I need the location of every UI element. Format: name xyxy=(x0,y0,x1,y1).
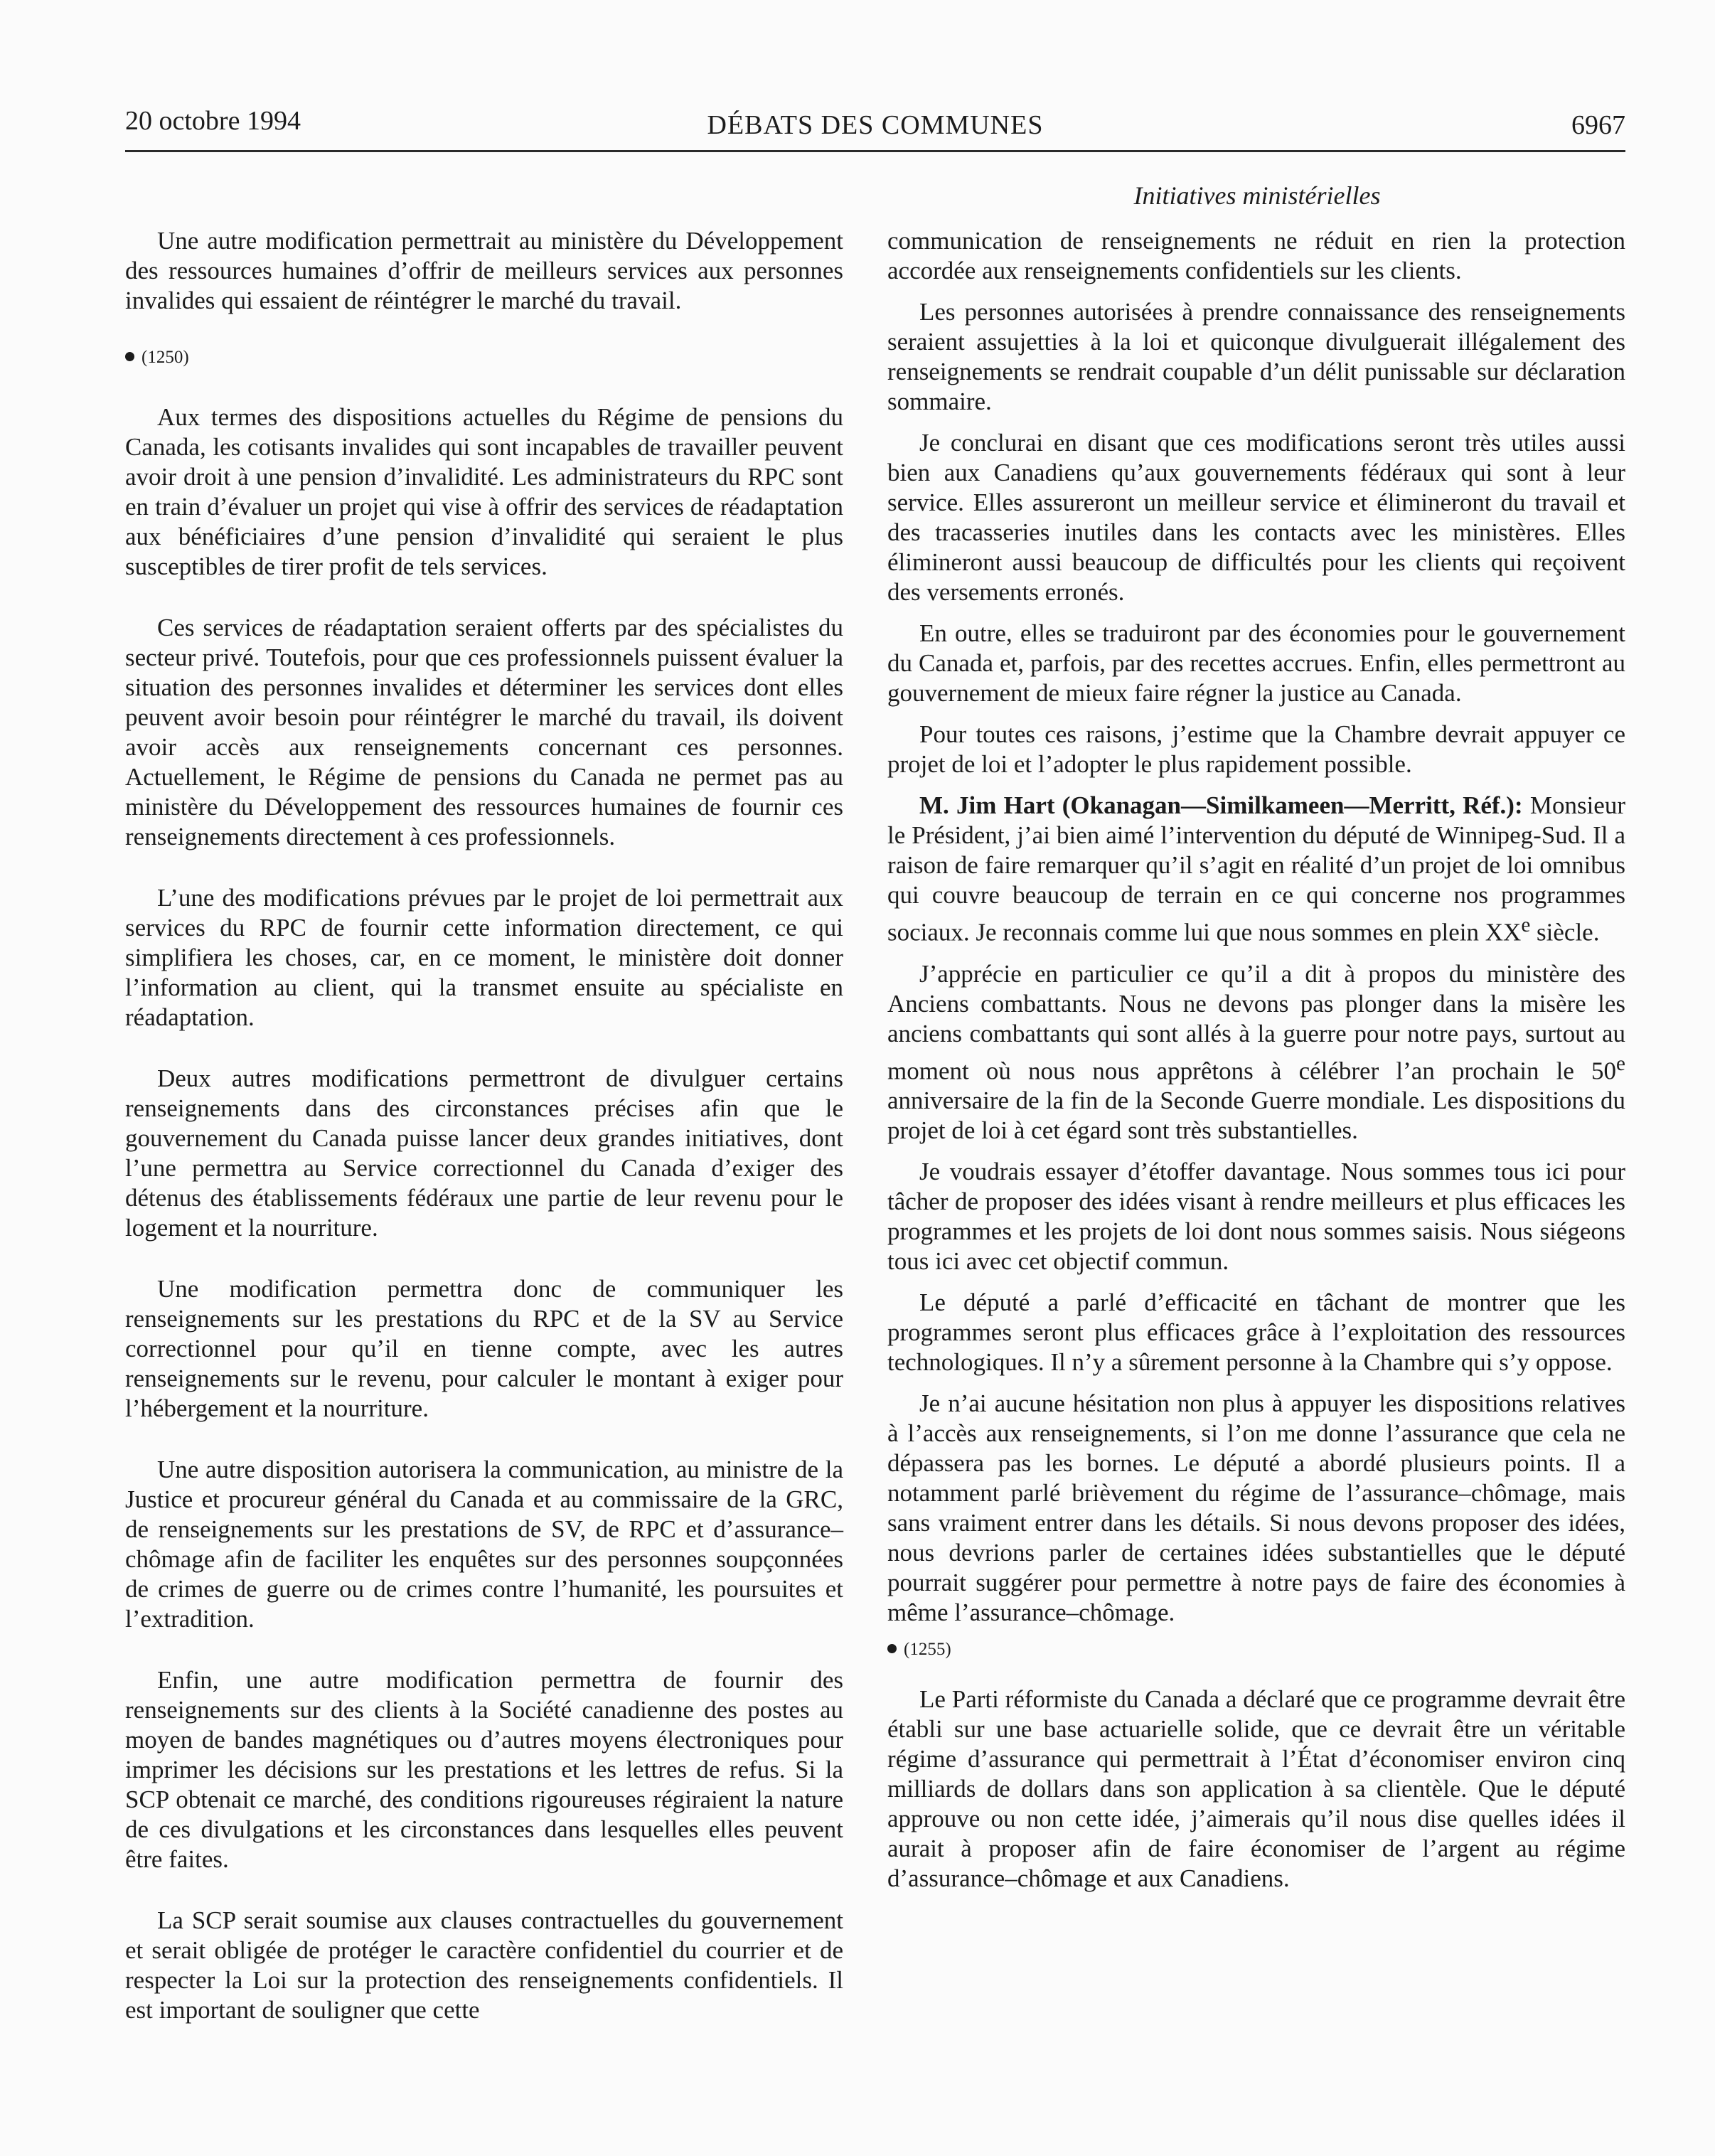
paragraph: Je conclurai en disant que ces modifications seront très utiles aussi bien aux Canadiens qu’aux gouvernements fédéraux qui sont à leur service. Elles assureront un meilleur service et élimineront du travail et des tracasseries inutiles dans les contacts avec les ministères. Elles élimineront aussi beaucoup de difficultés pour les clients qui reçoivent des versements erronés. xyxy=(887,429,1625,606)
speech-text: siècle. xyxy=(1530,918,1600,946)
right-column xyxy=(887,226,1625,1905)
paragraph: Je voudrais essayer d’étoffer davantage. Nous sommes tous ici pour tâcher de proposer des idées visant à rendre meilleurs et plus efficaces les programmes et les projets de loi dont nous sommes saisis. Nous siégeons tous ici avec cet objectif commun. xyxy=(887,1158,1625,1276)
paragraph: Le député a parlé d’efficacité en tâchant de montrer que les programmes seront plus efficaces grâce à l’exploitation des ressources technologiques. Il n’y a sûrement personne à la Chambre qui s’y oppose. xyxy=(887,1288,1625,1377)
paragraph: Enfin, une autre modification permettra de fournir des renseignements sur des clients à la Société canadienne des postes au moyen de bandes magnétiques ou d’autres moyens électroniques pour imprimer les décisions sur les prestations et les lettres de refus. Si la SCP obtenait ce marché, des conditions rigoureuses régiraient la nature de ces divulgations et les circonstances dans lesquelles elles peuvent être faites. xyxy=(125,1666,843,1873)
time-marker-label: (1250) xyxy=(141,348,189,367)
header-date: 20 octobre 1994 xyxy=(125,106,301,136)
paragraph: En outre, elles se traduiront par des économies pour le gouvernement du Canada et, parfois, par des recettes accrues. Enfin, elles permettront au gouvernement de mieux faire régner la justice au Canada. xyxy=(887,619,1625,707)
paragraph: Une autre modification permettrait au ministère du Développement des ressources humaines d’offrir de meilleurs services aux personnes invalides qui essaient de réintégrer le marché du travail. xyxy=(125,227,843,314)
paragraph: L’une des modifications prévues par le projet de loi permettrait aux services du RPC de fournir cette information directement, ce qui simplifiera les choses, car, en ce moment, le ministère doit donner l’information au client, qui la transmet ensuite au spécialiste en réadaptation. xyxy=(125,884,843,1031)
left-column xyxy=(125,226,843,2056)
bullet-icon xyxy=(887,1644,897,1653)
paragraph: La SCP serait soumise aux clauses contractuelles du gouvernement et serait obligée de protéger le caractère confidentiel du courrier et de respecter la Loi sur la protection des renseignements confidentiels. Il est important de souligner que cette xyxy=(125,1906,843,2024)
paragraph: Je n’ai aucune hésitation non plus à appuyer les dispositions relatives à l’accès aux renseignements, si l’on me donne l’assurance que cela ne dépassera pas les bornes. Le député a abordé plusieurs points. Il a notamment parlé brièvement du régime de l’assurance–chômage, mais sans vraiment entrer dans les détails. Si nous devons proposer des idées, nous devrions parler de certaines idées substantielles que le député pourrait suggérer pour permettre à notre pays de faire des économies à même l’assurance–chômage. xyxy=(887,1389,1625,1627)
speech-paragraph xyxy=(887,791,1625,948)
paragraph: Une modification permettra donc de communiquer les renseignements sur les prestations du RPC et de la SV au Service correctionnel pour qu’il en tienne compte, avec les autres renseignements sur le revenu, pour calculer le montant à exiger pour l’hébergement et la nourriture. xyxy=(125,1275,843,1422)
superscript: e xyxy=(1521,914,1531,936)
paragraph: Pour toutes ces raisons, j’estime que la Chambre devrait appuyer ce projet de loi et l’adopter le plus rapidement possible. xyxy=(887,720,1625,778)
time-marker xyxy=(887,1639,1625,1660)
header-page-number: 6967 xyxy=(1571,110,1625,140)
paragraph: Les personnes autorisées à prendre connaissance des renseignements seraient assujetties à la loi et quiconque divulguerait illégalement des renseignements se rendrait coupable d’un délit punissable sur déclaration sommaire. xyxy=(887,298,1625,415)
paragraph: Le Parti réformiste du Canada a déclaré que ce programme devrait être établi sur une base actuarielle solide, que ce devrait être un véritable régime d’assurance qui permettrait à l’État d’économiser environ cinq milliards de dollars dans son application à sa clientèle. Que le député approuve ou non cette idée, j’aimerais qu’il nous dise quelles idées il aurait à proposer afin de faire économiser de l’argent au régime d’assurance–chômage et aux Canadiens. xyxy=(887,1685,1625,1893)
paragraph xyxy=(887,959,1625,1146)
paragraph: Aux termes des dispositions actuelles du Régime de pensions du Canada, les cotisants invalides qui sont incapables de travailler peuvent avoir droit à une pension d’invalidité. Les administrateurs du RPC sont en train d’évaluer un projet qui vise à offrir des services de réadaptation aux bénéficiaires d’une pension d’invalidité qui seraient le plus susceptibles de tirer profit de tels services. xyxy=(125,403,843,580)
header-rule xyxy=(125,150,1625,152)
paragraph-text: J’apprécie en particulier ce qu’il a dit à propos du ministère des Anciens combattants. Nous ne devons pas plonger dans la misère les anciens combattants qui sont allés à la guerre pour notre pays, surtout au moment où nous nous apprêtons à célébrer l’an prochain le 50 xyxy=(887,959,1625,1085)
section-tag: Initiatives ministérielles xyxy=(1133,181,1381,210)
running-head xyxy=(125,102,1625,145)
paragraph: Une autre disposition autorisera la communication, au ministre de la Justice et procureur général du Canada et au commissaire de la GRC, de renseignements sur les prestations de SV, de RPC et d’assurance–chômage afin de faciliter les enquêtes sur des personnes soupçonnées de crimes de guerre ou de crimes contre l’humanité, les poursuites et l’extradition. xyxy=(125,1456,843,1633)
speech-text: Monsieur le Président, j’ai bien aimé l’intervention du député de Winnipeg-Sud. Il a raison de faire remarquer qu’il s’agit en réalité d’un projet de loi omnibus qui couvre beaucoup de terrain en ce qui concerne nos programmes sociaux. Je reconnais comme lui que nous sommes en plein XX xyxy=(887,791,1625,946)
time-marker xyxy=(125,347,843,368)
bullet-icon xyxy=(125,352,134,361)
paragraph: Ces services de réadaptation seraient offerts par des spécialistes du secteur privé. Toutefois, pour que ces professionnels puissent évaluer la situation des personnes invalides et déterminer les services dont elles peuvent avoir besoin pour réintégrer le marché du travail, ils doivent avoir accès aux renseignements concernant ces personnes. Actuellement, le Régime de pensions du Canada ne permet pas au ministère du Développement des ressources humaines de fournir ces renseignements directement à ces professionnels. xyxy=(125,614,843,850)
speaker-name: M. Jim Hart (Okanagan—Similkameen—Merritt, Réf.): xyxy=(919,791,1523,819)
paragraph-text: anniversaire de la fin de la Seconde Guerre mondiale. Les dispositions du projet de loi à cet égard sont très substantielles. xyxy=(887,1087,1625,1145)
superscript: e xyxy=(1616,1052,1625,1075)
paragraph: Deux autres modifications permettront de divulguer certains renseignements dans des circonstances précises afin que le gouvernement du Canada puisse lancer deux grandes initiatives, dont l’une permettra au Service correctionnel du Canada d’exiger des détenus des établissements fédéraux une partie de leur revenu pour le logement et la nourriture. xyxy=(125,1064,843,1242)
header-title: DÉBATS DES COMMUNES xyxy=(707,110,1044,140)
paragraph-continuation: communication de renseignements ne réduit en rien la protection accordée aux renseignements confidentiels sur les clients. xyxy=(887,227,1625,284)
time-marker-label: (1255) xyxy=(904,1640,951,1660)
